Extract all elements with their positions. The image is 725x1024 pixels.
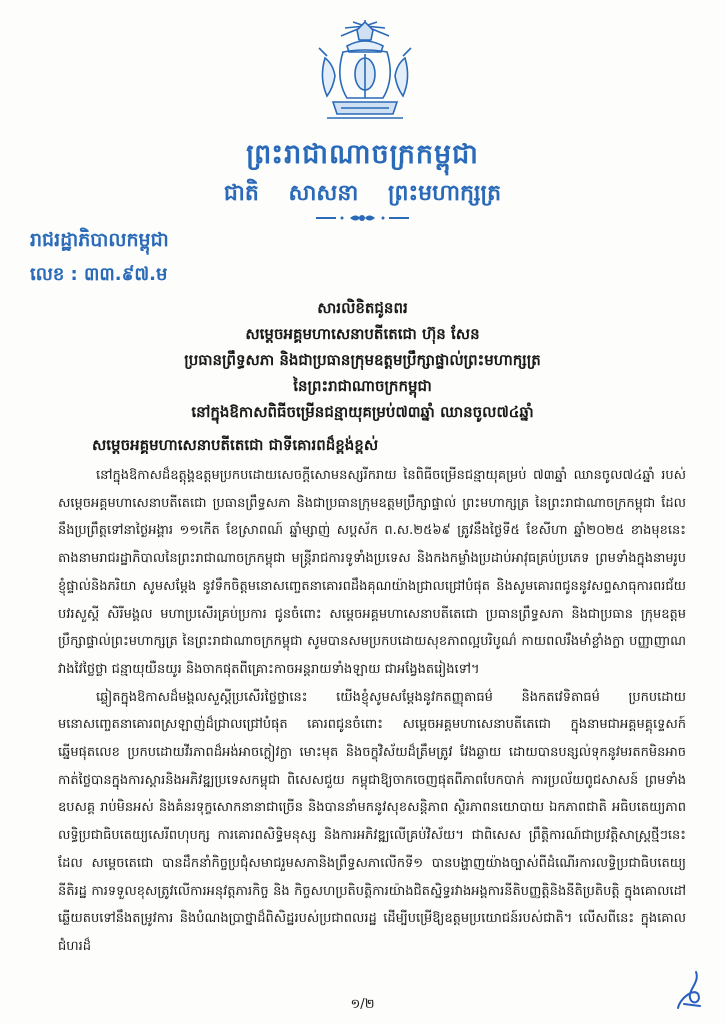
title-line: នៃព្រះរាជាណាចក្រកម្ពុជា [293,377,432,395]
kingdom-title: ព្រះរាជាណាចក្រកម្ពុជា [246,139,479,170]
letter-title [0,295,725,425]
paragraph: នៅក្នុងឱកាសដ៏ឧត្តុង្គឧត្តមប្រកបដោយសេចក្តីសោមនស្សរីករាយ នៃពិធីចម្រើនជន្មាយុគម្រប់ ៧៣ឆ្នាំ ឈានចូល៧៤ឆ្នាំ របស់សម្តេចអគ្គមហាសេនាបតីតេជោ ប្រធានព្រឹទ្ធសភា និងជាប្រធានក្រុមឧត្តមប្រឹក្សាផ្ទាល់ ព្រះមហាក្សត្រ នៃព្រះរាជាណាចក្រកម្ពុជា ដែលនឹងប្រព្រឹត្តទៅនាថ្ងៃអង្គារ ១១កើត ខែស្រាពណ៍ ឆ្នាំម្សាញ់ សប្តស័ក ព.ស.២៥៦៩ ត្រូវនឹងថ្ងៃទី៥ ខែសីហា ឆ្នាំ២០២៥ ខាងមុខនេះ តាងនាមរាជរដ្ឋាភិបាលនៃព្រះរាជាណាចក្រកម្ពុជា មន្ត្រីរាជការទូទាំងប្រទេស និងកងកម្លាំងប្រដាប់អាវុធគ្រប់ប្រភេទ ព្រមទាំងក្នុងនាមរូបខ្ញុំផ្ទាល់និងភរិយា សូមសម្តែង នូវទឹកចិត្តមនោសញ្ចេតនាគោរពដឹងគុណយ៉ាងជ្រាលជ្រៅបំផុត និងសូមគោរពជូននូវសព្ទសាធុការពរជ័យ បវរសួស្តី សិរីមង្គល មហាប្រសើរគ្រប់ប្រការ ជូនចំពោះ សម្តេចអគ្គមហាសេនាបតីតេជោ ប្រធានព្រឹទ្ធសភា និងជាប្រធាន ក្រុមឧត្តមប្រឹក្សាផ្ទាល់ព្រះមហាក្សត្រ នៃព្រះរាជាណាចក្រកម្ពុជា សូមបានសមប្រកបដោយសុខភាពល្អបរិបូណ៌ កាយពលរឹងមាំខ្លាំងក្លា បញ្ញាញាណវាងវៃថ្លៃថ្លា ជន្មាយុយឺនយូរ និងចាកផុតពីគ្រោះកាចអន្តរាយទាំងឡាយ ជាអង្វែងតរៀងទៅ។ [58,468,686,677]
kingdom-motto: ជាតិ សាសនា ព្រះមហាក្សត្រ [223,181,502,206]
paragraph: ឆ្លៀតក្នុងឱកាសដ៏មង្គលសួស្តីប្រសើរថ្លៃថ្លានេះ យើងខ្ញុំសូមសម្តែងនូវកតញ្ញុតាធម៌ និងកតវេទិតាធម៌ ប្រកបដោយមនោសញ្ចេតនាគោរពស្រឡាញ់ដ៏ជ្រាលជ្រៅបំផុត គោរពជូនចំពោះ សម្តេចអគ្គមហាសេនាបតីតេជោ ក្នុងនាមជាអគ្គមគ្គុទ្ទេសក៍ឆ្នើមផុតលេខ ប្រកបដោយវីរភាពដ៏អង់អាចក្លៀវក្លា មោះមុត និងចក្ខុវិស័យដ៏ត្រឹមត្រូវ វែងឆ្ងាយ ដោយបានបន្សល់ទុកនូវមរតកមិនអាចកាត់ថ្លៃបានក្នុងការស្តារនិងអភិវឌ្ឍប្រទេសកម្ពុជា ពិសេសជួយ កម្ពុជាឱ្យចាកចេញផុតពីភាពបែកបាក់ ការប្រល័យពូជសាសន៍ ព្រមទាំងឧបសគ្គ រាប់មិនអស់ និងគំនរទុក្ខសោកនានាជាច្រើន និងបាននាំមកនូវសុខសន្តិភាព ស្ថិរភាពនយោបាយ ឯកភាពជាតិ អធិបតេយ្យភាព លទ្ធិប្រជាធិបតេយ្យសេរីពហុបក្ស ការគោរពសិទ្ធិមនុស្ស និងការអភិវឌ្ឍលើគ្រប់វិស័យ។ ជាពិសេស ព្រឹត្តិការណ៍ជាប្រវត្តិសាស្ត្រថ្មីៗនេះ ដែល សម្តេចតេជោ បានដឹកនាំកិច្ចប្រជុំសមាជរួមសភានិងព្រឹទ្ធសភាលើកទី១ បានបង្ហាញយ៉ាងច្បាស់ពីដំណើរការលទ្ធិប្រជាធិបតេយ្យ នីតិរដ្ឋ ការទទួលខុសត្រូវលើការអនុវត្តភារកិច្ច និង កិច្ចសហប្រតិបត្តិការយ៉ាងជិតស្និទ្ធរវាងអង្គការនីតិបញ្ញត្តិនិងនីតិប្រតិបត្តិ ក្នុងគោលដៅឆ្លើយតបទៅនឹងតម្រូវការ និងបំណងប្រាថ្នាដ៏ពិសិដ្ឋរបស់ប្រជាពលរដ្ឋ ដើម្បីបម្រើឱ្យឧត្តមប្រយោជន៍របស់ជាតិ។ លើសពីនេះ ក្នុងគោលជំហរដ៏ [58,689,686,954]
title-line: នៅក្នុងឱកាសពិធីចម្រើនជន្មាយុគម្រប់៧៣ឆ្នាំ ឈានចូល៧៤ឆ្នាំ [191,403,534,421]
salutation: សម្តេចអគ្គមហាសេនាបតីតេជោ ជាទីគោរពដ៏ខ្ពង់ខ្ពស់ [92,436,379,454]
royal-emblem-icon [305,18,425,126]
government-name: រាជរដ្ឋាភិបាលកម្ពុជា [30,229,169,251]
reference-number: លេខ : ៣៣.៩៧.ម [30,264,168,285]
title-line: សម្តេចអគ្គមហាសេនាបតីតេជោ ហ៊ុន សែន [245,325,480,343]
title-line: សារលិខិតជូនពរ [317,299,408,317]
divider-ornament-icon [310,212,415,224]
title-line: ប្រធានព្រឹទ្ធសភា និងជាប្រធានក្រុមឧត្តមប្រឹក្សាផ្ទាល់ព្រះមហាក្សត្រ [184,351,541,369]
signature-icon [670,968,710,1012]
letter-body [58,462,686,961]
page-number: ១/២ [350,997,375,1012]
